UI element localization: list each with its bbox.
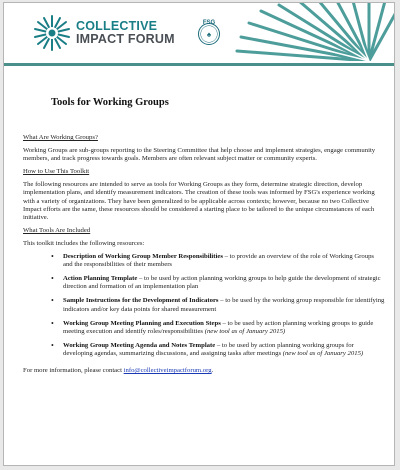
- section-heading: What Are Working Groups?: [23, 134, 98, 141]
- page-header: [4, 3, 394, 65]
- org-name-line1: COLLECTIVE: [76, 19, 158, 33]
- tool-name: Action Planning Template: [63, 275, 138, 283]
- tool-desc: – to be used by action planning working groups to guide meeting execution and identify roles/responsibilities: [63, 319, 374, 335]
- header-rule: [4, 63, 394, 66]
- fsg-leaf-icon: ♠: [206, 30, 212, 39]
- list-item: [63, 297, 385, 313]
- list-item: [63, 253, 385, 269]
- list-item: [63, 342, 385, 358]
- list-item: [63, 275, 385, 291]
- tool-name: Description of Working Group Member Responsibilities: [63, 253, 223, 261]
- section-body: Working Groups are sub-groups reporting to the Steering Committee that help choose and implement strategies, engage community members, and track progress towards goals. Members are often relevant subject matter or community experts.: [23, 147, 376, 163]
- collective-impact-logo-icon: [32, 13, 72, 53]
- tool-note: (new tool as of January 2015): [204, 327, 286, 335]
- org-name-line2: IMPACT FORUM: [76, 32, 175, 46]
- tool-name: Working Group Meeting Agenda and Notes Template: [63, 341, 216, 349]
- list-item: [63, 320, 385, 336]
- page-title: Tools for Working Groups: [51, 97, 169, 108]
- contact-prefix: For more information, please contact: [23, 366, 124, 374]
- contact-email-link[interactable]: info@collectiveimpactforum.org: [123, 366, 212, 374]
- section-heading: What Tools Are Included: [23, 226, 91, 234]
- tool-note: (new tool as of January 2015): [282, 349, 364, 357]
- header-rays-decoration: [219, 3, 394, 61]
- document-page: [3, 2, 395, 466]
- contact-suffix: .: [211, 366, 214, 374]
- tool-desc: – to be used by action planning working groups for developing agendas, summarizing discussions, and assigning tasks after meetings: [63, 341, 354, 357]
- tool-name: Sample Instructions for the Development of Indicators: [63, 297, 219, 305]
- section-body: This toolkit includes the following resources:: [23, 239, 145, 247]
- section-heading: How to Use This Toolkit: [23, 168, 90, 176]
- document-body: [23, 97, 385, 380]
- fsg-label: FSG: [202, 20, 216, 26]
- org-logo-text: [76, 20, 175, 46]
- tool-desc: – to be used by action planning working groups to help guide the development of strategic direction and formation of an implementation plan: [63, 275, 381, 291]
- tool-name: Working Group Meeting Planning and Execution Steps: [63, 319, 221, 327]
- contact-line: [23, 367, 385, 375]
- tools-list: [23, 253, 385, 358]
- tool-desc: – to be used by the working group responsible for identifying indicators and/or key data points for shared measurement: [63, 297, 385, 313]
- section-body: The following resources are intended to serve as tools for Working Groups as they form, determine strategic direction, develop implementation plans, and identify measurement indicators. The creation of these tools was informed by FSG's experience working with a variety of organizations. They have been generalized to be applicable across contexts; however, because no two Collective Impact efforts are the same, these resources should be considered a starting place to be tailored to the unique circumstances of each initiative.: [23, 181, 375, 221]
- tool-desc: – to provide an overview of the role of Working Groups and the responsibilities of their members: [63, 253, 375, 269]
